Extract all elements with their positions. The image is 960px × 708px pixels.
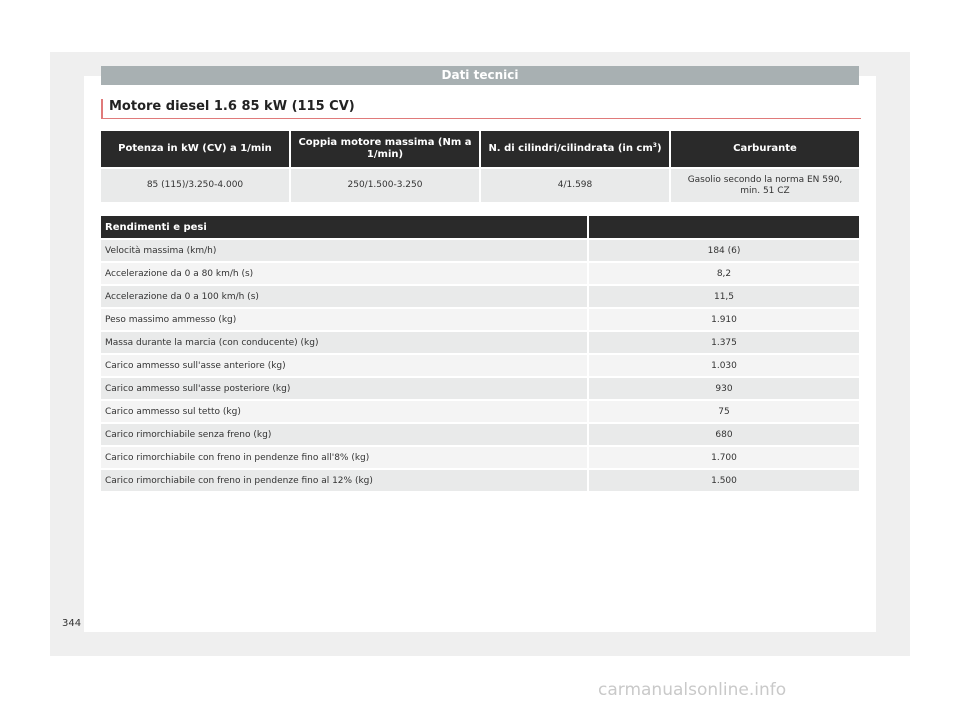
- watermark-text[interactable]: carmanualsonline.info: [598, 680, 787, 700]
- table-row: [101, 355, 859, 376]
- table-row: [101, 309, 859, 330]
- table-row: [101, 447, 859, 468]
- table-row: [101, 332, 859, 353]
- row-value: 1.375: [589, 332, 859, 353]
- cell-cylinders: 4/1.598: [481, 169, 669, 202]
- title-block: [101, 99, 861, 119]
- section-header-bar: [101, 66, 859, 85]
- performance-header-empty: [589, 216, 859, 238]
- page-number: 344: [62, 618, 82, 629]
- row-value: 930: [589, 378, 859, 399]
- row-label: Accelerazione da 0 a 100 km/h (s): [101, 286, 587, 307]
- row-label: Carico rimorchiabile con freno in pendenze fino al 12% (kg): [101, 470, 587, 491]
- cell-fuel: Gasolio secondo la norma EN 590, min. 51 CZ: [671, 169, 859, 202]
- header-fuel: Carburante: [671, 131, 859, 167]
- performance-table: [99, 214, 861, 493]
- cell-power: 85 (115)/3.250-4.000: [101, 169, 289, 202]
- row-label: Accelerazione da 0 a 80 km/h (s): [101, 263, 587, 284]
- row-label: Massa durante la marcia (con conducente) (kg): [101, 332, 587, 353]
- row-value: 184 (6): [589, 240, 859, 261]
- table-row: [101, 401, 859, 422]
- row-value: 11,5: [589, 286, 859, 307]
- row-value: 1.030: [589, 355, 859, 376]
- row-label: Carico rimorchiabile con freno in pendenze fino all'8% (kg): [101, 447, 587, 468]
- table-row: [101, 263, 859, 284]
- cell-torque: 250/1.500-3.250: [291, 169, 479, 202]
- header-power: Potenza in kW (CV) a 1/min: [101, 131, 289, 167]
- row-value: 8,2: [589, 263, 859, 284]
- page-title: Motore diesel 1.6 85 kW (115 CV): [109, 99, 355, 114]
- table-row: [101, 470, 859, 491]
- table-row: [101, 286, 859, 307]
- table-row: [101, 169, 859, 202]
- row-value: 75: [589, 401, 859, 422]
- engine-table: [99, 129, 861, 204]
- row-value: 1.500: [589, 470, 859, 491]
- row-label: Carico rimorchiabile senza freno (kg): [101, 424, 587, 445]
- row-value: 1.910: [589, 309, 859, 330]
- performance-header: Rendimenti e pesi: [101, 216, 587, 238]
- header-cylinders: N. di cilindri/cilindrata (in $cm^3$): [481, 131, 669, 167]
- row-label: Carico ammesso sull'asse anteriore (kg): [101, 355, 587, 376]
- row-label: Carico ammesso sul tetto (kg): [101, 401, 587, 422]
- table-row: [101, 240, 859, 261]
- row-label: Velocità massima (km/h): [101, 240, 587, 261]
- row-value: 1.700: [589, 447, 859, 468]
- engine-table-header-row: [101, 131, 859, 167]
- header-torque: Coppia motore massima (Nm a 1/min): [291, 131, 479, 167]
- performance-table-header-row: [101, 216, 859, 238]
- section-title: Dati tecnici: [441, 68, 519, 82]
- table-row: [101, 424, 859, 445]
- row-label: Peso massimo ammesso (kg): [101, 309, 587, 330]
- table-row: [101, 378, 859, 399]
- row-value: 680: [589, 424, 859, 445]
- row-label: Carico ammesso sull'asse posteriore (kg): [101, 378, 587, 399]
